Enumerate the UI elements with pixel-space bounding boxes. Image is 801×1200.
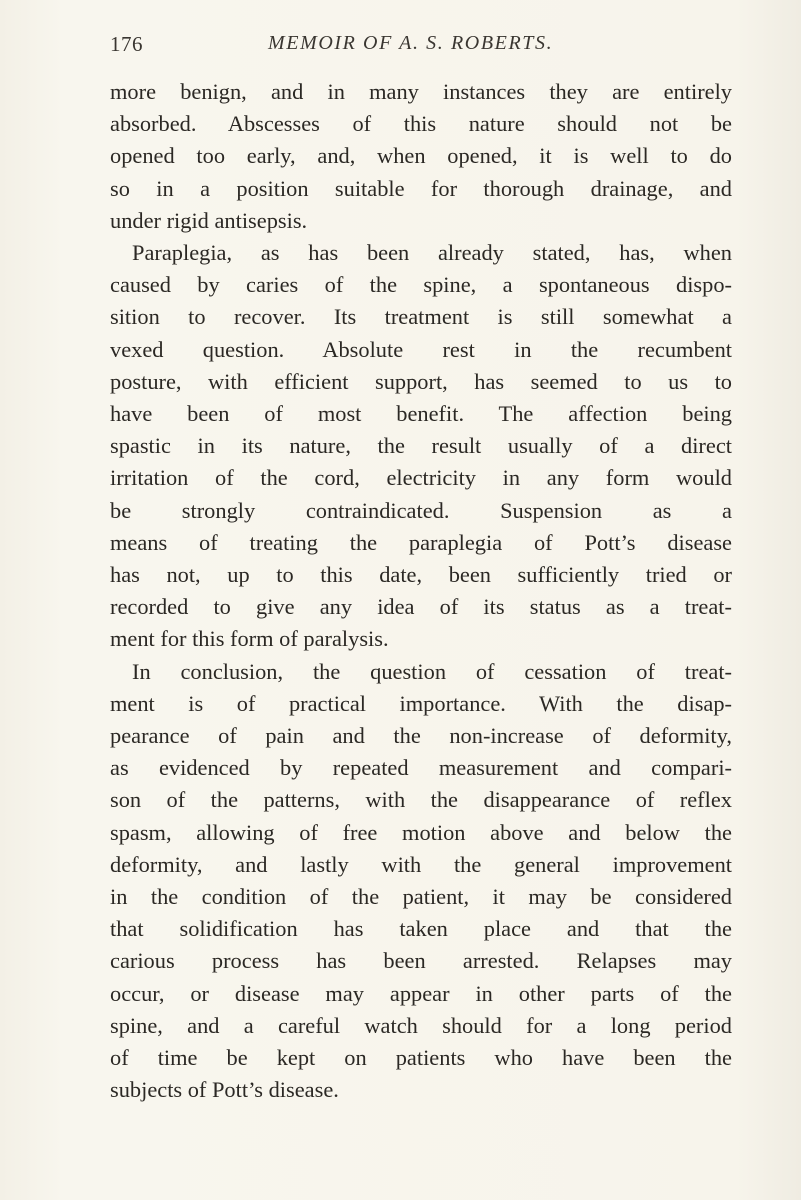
- text-line: opened too early, and, when opened, it is well to do: [110, 143, 732, 169]
- text-line: be strongly contraindicated. Suspension as a: [110, 497, 732, 523]
- text-line: spine, and a careful watch should for a long period: [110, 1012, 732, 1038]
- text-line: son of the patterns, with the disappearance of reflex: [110, 787, 732, 813]
- text-line: as evidenced by repeated measurement and compari-: [110, 755, 732, 781]
- text-line: occur, or disease may appear in other parts of the: [110, 980, 732, 1006]
- text-line: that solidification has taken place and that the: [110, 916, 732, 942]
- text-line: spasm, allowing of free motion above and below the: [110, 819, 732, 845]
- text-line: posture, with efficient support, has seemed to us to: [110, 368, 732, 394]
- text-line: spastic in its nature, the result usually of a direct: [110, 433, 732, 459]
- text-line: In conclusion, the question of cessation of treat-: [132, 658, 732, 684]
- text-line: caused by caries of the spine, a spontaneous dispo-: [110, 272, 732, 298]
- paragraph-2: [110, 237, 732, 656]
- paragraph-3: [110, 656, 732, 1107]
- text-line: means of treating the paraplegia of Pott’s disease: [110, 529, 732, 555]
- text-line: carious process has been arrested. Relapses may: [110, 948, 732, 974]
- text-line: ment is of practical importance. With the disap-: [110, 690, 732, 716]
- page-header: [110, 32, 730, 62]
- running-head: MEMOIR OF A. S. ROBERTS.: [268, 32, 554, 54]
- body-text: [110, 76, 732, 1107]
- text-line: sition to recover. Its treatment is still somewhat a: [110, 304, 732, 330]
- text-line: ment for this form of paralysis.: [110, 626, 389, 652]
- text-line: irritation of the cord, electricity in any form would: [110, 465, 732, 491]
- text-line: absorbed. Abscesses of this nature should not be: [110, 111, 732, 137]
- page-number: 176: [110, 32, 143, 56]
- text-line: deformity, and lastly with the general improvement: [110, 851, 732, 877]
- text-line: have been of most benefit. The affection being: [110, 401, 732, 427]
- paragraph-1: [110, 76, 732, 237]
- text-line: vexed question. Absolute rest in the recumbent: [110, 336, 732, 362]
- text-line: so in a position suitable for thorough drainage, and: [110, 175, 732, 201]
- text-line: pearance of pain and the non-increase of deformity,: [110, 723, 732, 749]
- text-line: in the condition of the patient, it may be considered: [110, 884, 732, 910]
- text-line: of time be kept on patients who have been the: [110, 1045, 732, 1071]
- text-line: Paraplegia, as has been already stated, has, when: [132, 240, 732, 266]
- text-line: under rigid antisepsis.: [110, 207, 308, 233]
- text-line: subjects of Pott’s disease.: [110, 1077, 339, 1103]
- text-line: has not, up to this date, been sufficiently tried or: [110, 562, 732, 588]
- text-line: more benign, and in many instances they are entirely: [110, 79, 732, 104]
- text-line: recorded to give any idea of its status as a treat-: [110, 594, 732, 620]
